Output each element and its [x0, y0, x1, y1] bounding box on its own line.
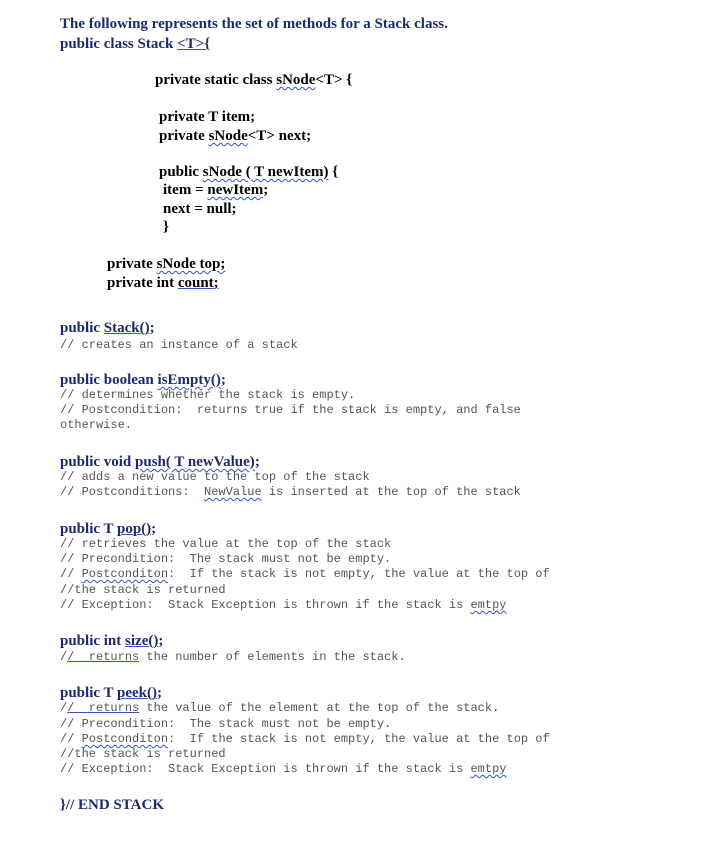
- peek-signature: public T peek();: [60, 685, 162, 701]
- count-field: private int count;: [107, 275, 219, 291]
- push-signature: public void push( T newValue);: [60, 454, 260, 470]
- intro-text: The following represents the set of methods for a Stack class.: [60, 16, 448, 32]
- constructor-close-brace: }: [163, 219, 169, 235]
- next-field: private sNode<T> next;: [159, 128, 312, 144]
- pop-comment-5: // Exception: Stack Exception is thrown if the stack is emtpy: [60, 598, 507, 612]
- size-comment: // returns the number of elements in the stack.: [60, 650, 406, 664]
- end-stack-comment: }// END STACK: [60, 797, 164, 813]
- stack-comment: // creates an instance of a stack: [60, 338, 298, 352]
- pop-comment-2: // Precondition: The stack must not be empty.: [60, 552, 392, 566]
- pop-signature: public T pop();: [60, 521, 157, 537]
- isempty-comment-2: // Postcondition: returns true if the stack is empty, and false: [60, 403, 521, 417]
- top-field: private sNode top;: [107, 256, 226, 272]
- constructor-next-assignment: next = null;: [163, 201, 237, 217]
- stack-constructor-signature: public Stack();: [60, 320, 155, 336]
- class-declaration: public class Stack <T>{: [60, 36, 211, 52]
- peek-comment-1: // returns the value of the element at the top of the stack.: [60, 701, 500, 715]
- item-field: private T item;: [159, 109, 256, 125]
- pop-comment-3: // Postconditon: If the stack is not empty, the value at the top of: [60, 567, 550, 581]
- peek-comment-2: // Precondition: The stack must not be empty.: [60, 717, 392, 731]
- size-signature: public int size();: [60, 633, 164, 649]
- peek-comment-4: //the stack is returned: [60, 747, 226, 761]
- peek-comment-5: // Exception: Stack Exception is thrown if the stack is emtpy: [60, 762, 507, 776]
- isempty-comment-1: // determines whether the stack is empty.: [60, 388, 356, 402]
- peek-comment-3: // Postconditon: If the stack is not empty, the value at the top of: [60, 732, 550, 746]
- pop-comment-4: //the stack is returned: [60, 583, 226, 597]
- push-comment-2: // Postconditions: NewValue is inserted at the top of the stack: [60, 485, 521, 499]
- constructor-item-assignment: item = newItem;: [163, 182, 269, 198]
- isempty-comment-3: otherwise.: [60, 418, 133, 432]
- push-comment-1: // adds a new value to the top of the stack: [60, 470, 370, 484]
- node-class-declaration: private static class sNode<T> {: [155, 72, 353, 88]
- pop-comment-1: // retrieves the value at the top of the stack: [60, 537, 392, 551]
- isempty-signature: public boolean isEmpty();: [60, 372, 226, 388]
- node-constructor-signature: public sNode ( T newItem) {: [159, 164, 339, 180]
